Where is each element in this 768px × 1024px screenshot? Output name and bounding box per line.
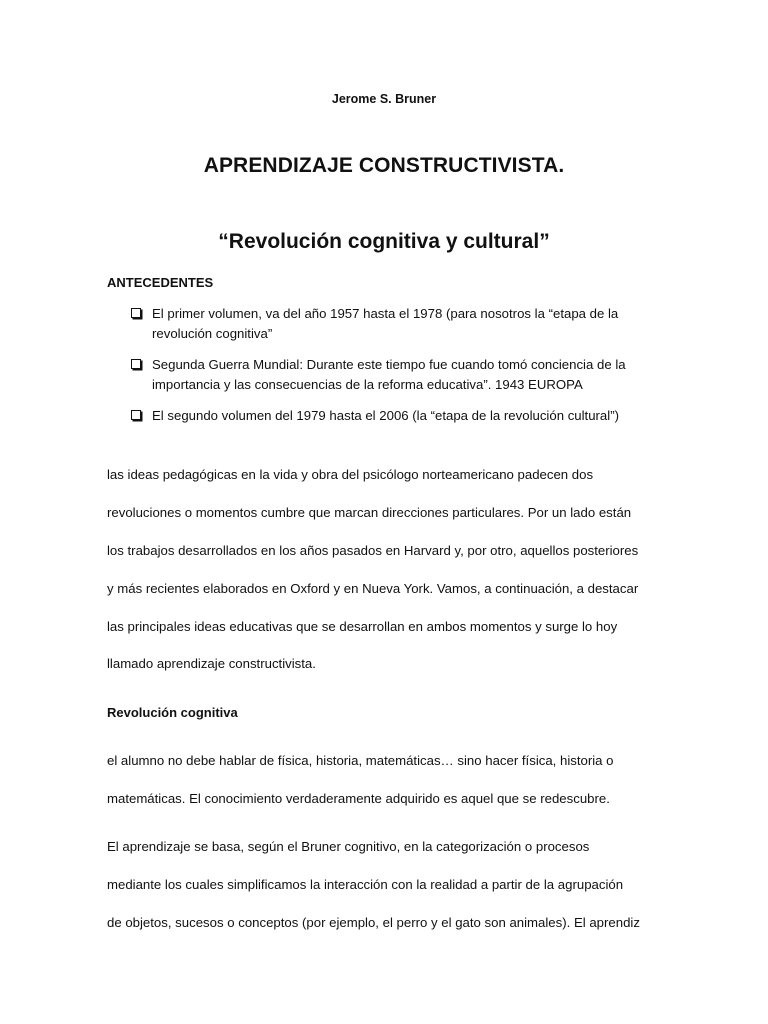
- document-subtitle: “Revolución cognitiva y cultural”: [218, 230, 550, 253]
- document-title: APRENDIZAJE CONSTRUCTIVISTA.: [203, 154, 565, 177]
- paragraph-line: de objetos, sucesos o conceptos (por ejemplo, el perro y el gato son animales). El aprendiz: [107, 915, 640, 930]
- paragraph-line: El aprendizaje se basa, según el Bruner cognitivo, en la categorización o procesos: [107, 839, 590, 854]
- paragraph-line: mediante los cuales simplificamos la interacción con la realidad a partir de la agrupación: [107, 877, 624, 892]
- antecedentes-heading: ANTECEDENTES: [107, 275, 214, 290]
- intro-line: y más recientes elaborados en Oxford y en Nueva York. Vamos, a continuación, a destacar: [107, 581, 639, 596]
- intro-line: revoluciones o momentos cumbre que marcan direcciones particulares. Por un lado están: [107, 505, 632, 520]
- list-item-text: El primer volumen, va del año 1957 hasta el 1978 (para nosotros la “etapa de la revolución cognitiva”: [152, 306, 619, 341]
- paragraph-line: matemáticas. El conocimiento verdaderamente adquirido es aquel que se redescubre.: [107, 791, 610, 806]
- list-item: [130, 304, 670, 344]
- list-item: [130, 355, 670, 395]
- intro-line: los trabajos desarrollados en los años pasados en Harvard y, por otro, aquellos posteriores: [107, 543, 639, 558]
- list-item-text: Segunda Guerra Mundial: Durante este tiempo fue cuando tomó conciencia de la importancia y las consecuencias de la reforma educativa”. 1943 EUROPA: [152, 357, 626, 392]
- intro-line: las ideas pedagógicas en la vida y obra del psicólogo norteamericano padecen dos: [107, 467, 594, 482]
- list-item: [130, 406, 670, 426]
- intro-line: las principales ideas educativas que se desarrollan en ambos momentos y surge lo hoy: [107, 619, 618, 634]
- antecedentes-list: [130, 304, 670, 437]
- revolucion-cognitiva-heading: Revolución cognitiva: [107, 705, 238, 720]
- checkbox-bullet-icon: [131, 359, 141, 369]
- paragraph-line: el alumno no debe hablar de física, historia, matemáticas… sino hacer física, historia o: [107, 753, 614, 768]
- checkbox-bullet-icon: [131, 308, 141, 318]
- list-item-text: El segundo volumen del 1979 hasta el 2006 (la “etapa de la revolución cultural”): [152, 408, 619, 423]
- intro-line: llamado aprendizaje constructivista.: [107, 656, 316, 671]
- author-name: Jerome S. Bruner: [331, 92, 437, 106]
- checkbox-bullet-icon: [131, 410, 141, 420]
